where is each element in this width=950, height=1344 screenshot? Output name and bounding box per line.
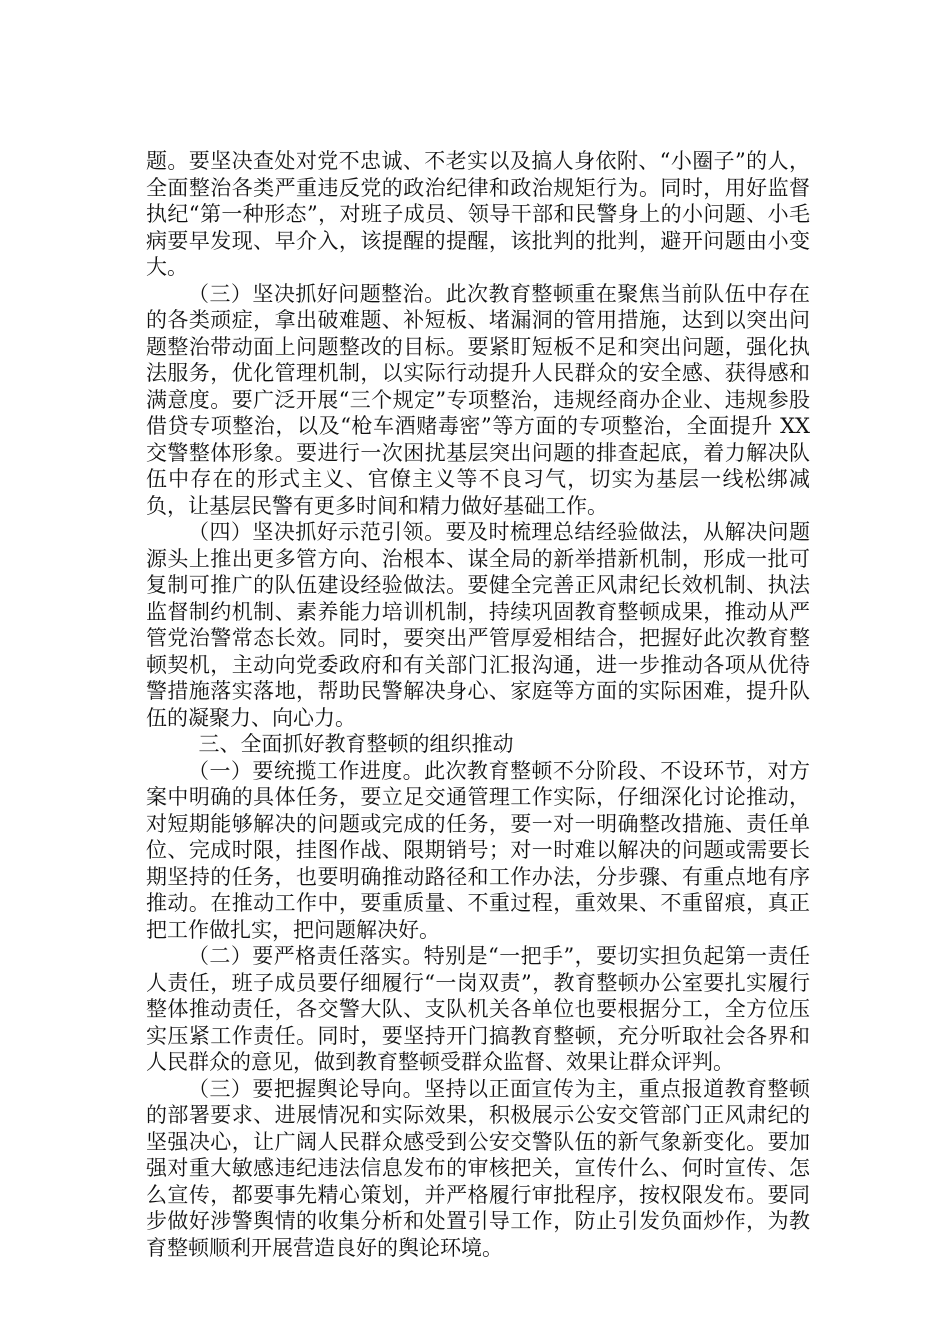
paragraph-section-3-2: （二）要严格责任落实。特别是“一把手”，要切实担负起第一责任人责任，班子成员要仔细履行“一岗双责”，教育整顿办公室要扎实履行整体推动责任，各交警大队、支队机关各单位也要根据分工，全方位压实压紧工作责任。同时，要坚持开门搞教育整顿，充分听取社会各界和人民群众的意见，做到教育整顿受群众监督、效果让群众评判。 [146,944,810,1074]
paragraph-continuation: 题。要坚决查处对党不忠诚、不老实以及搞人身依附、“小圈子”的人，全面整治各类严重违反党的政治纪律和政治规矩行为。同时，用好监督执纪“第一种形态”，对班子成员、领导干部和民警身上的小问题、小毛病要早发现、早介入，该提醒的提醒，该批判的批判，避开问题由小变大。 [146,149,810,279]
paragraph-section-3-3: （三）要把握舆论导向。坚持以正面宣传为主，重点报道教育整顿的部署要求、进展情况和实际效果，积极展示公安交管部门正风肃纪的坚强决心，让广阔人民群众感受到公安交警队伍的新气象新变化。要加强对重大敏感违纪违法信息发布的审核把关，宣传什么、何时宣传、怎么宣传，都要事先精心策划，并严格履行审批程序，按权限发布。要同步做好涉警舆情的收集分析和处置引导工作，防止引发负面炒作，为教育整顿顺利开展营造良好的舆论环境。 [146,1076,810,1260]
paragraph-section-2-4: （四）坚决抓好示范引领。要及时梳理总结经验做法，从解决问题源头上推出更多管方向、治根本、谋全局的新举措新机制，形成一批可复制可推广的队伍建设经验做法。要健全完善正风肃纪长效机制、执法监督制约机制、素养能力培训机制，持续巩固教育整顿成果，推动从严管党治警常态长效。同时，要突出严管厚爱相结合，把握好此次教育整顿契机，主动向党委政府和有关部门汇报沟通，进一步推动各项从优待警措施落实落地，帮助民警解决身心、家庭等方面的实际困难，提升队伍的凝聚力、向心力。 [146,520,810,730]
section-heading-3: 三、全面抓好教育整顿的组织推动 [198,732,514,756]
paragraph-section-2-3: （三）坚决抓好问题整治。此次教育整顿重在聚焦当前队伍中存在的各类顽症，拿出破难题、补短板、堵漏洞的管用措施，达到以突出问题整治带动面上问题整改的目标。要紧盯短板不足和突出问题，强化执法服务，优化管理机制，以实际行动提升人民群众的安全感、获得感和满意度。要广泛开展“三个规定”专项整治，违规经商办企业、违规参股借贷专项整治，以及“枪车酒赌毒密”等方面的专项整治，全面提升 XX 交警整体形象。要进行一次困扰基层突出问题的排查起底，着力解决队伍中存在的形式主义、官僚主义等不良习气，切实为基层一线松绑减负，让基层民警有更多时间和精力做好基础工作。 [146,281,810,518]
document-body [146,148,810,1261]
paragraph-section-3-1: （一）要统揽工作进度。此次教育整顿不分阶段、不设环节，对方案中明确的具体任务，要立足交通管理工作实际，仔细深化讨论推动，对短期能够解决的问题或完成的任务，要一对一明确整改措施、责任单位、完成时限，挂图作战、限期销号；对一时难以解决的问题或需要长期坚持的任务，也要明确推动路径和工作办法，分步骤、有重点地有序推动。在推动工作中，要重质量、不重过程，重效果、不重留痕，真正把工作做扎实，把问题解决好。 [146,758,810,942]
